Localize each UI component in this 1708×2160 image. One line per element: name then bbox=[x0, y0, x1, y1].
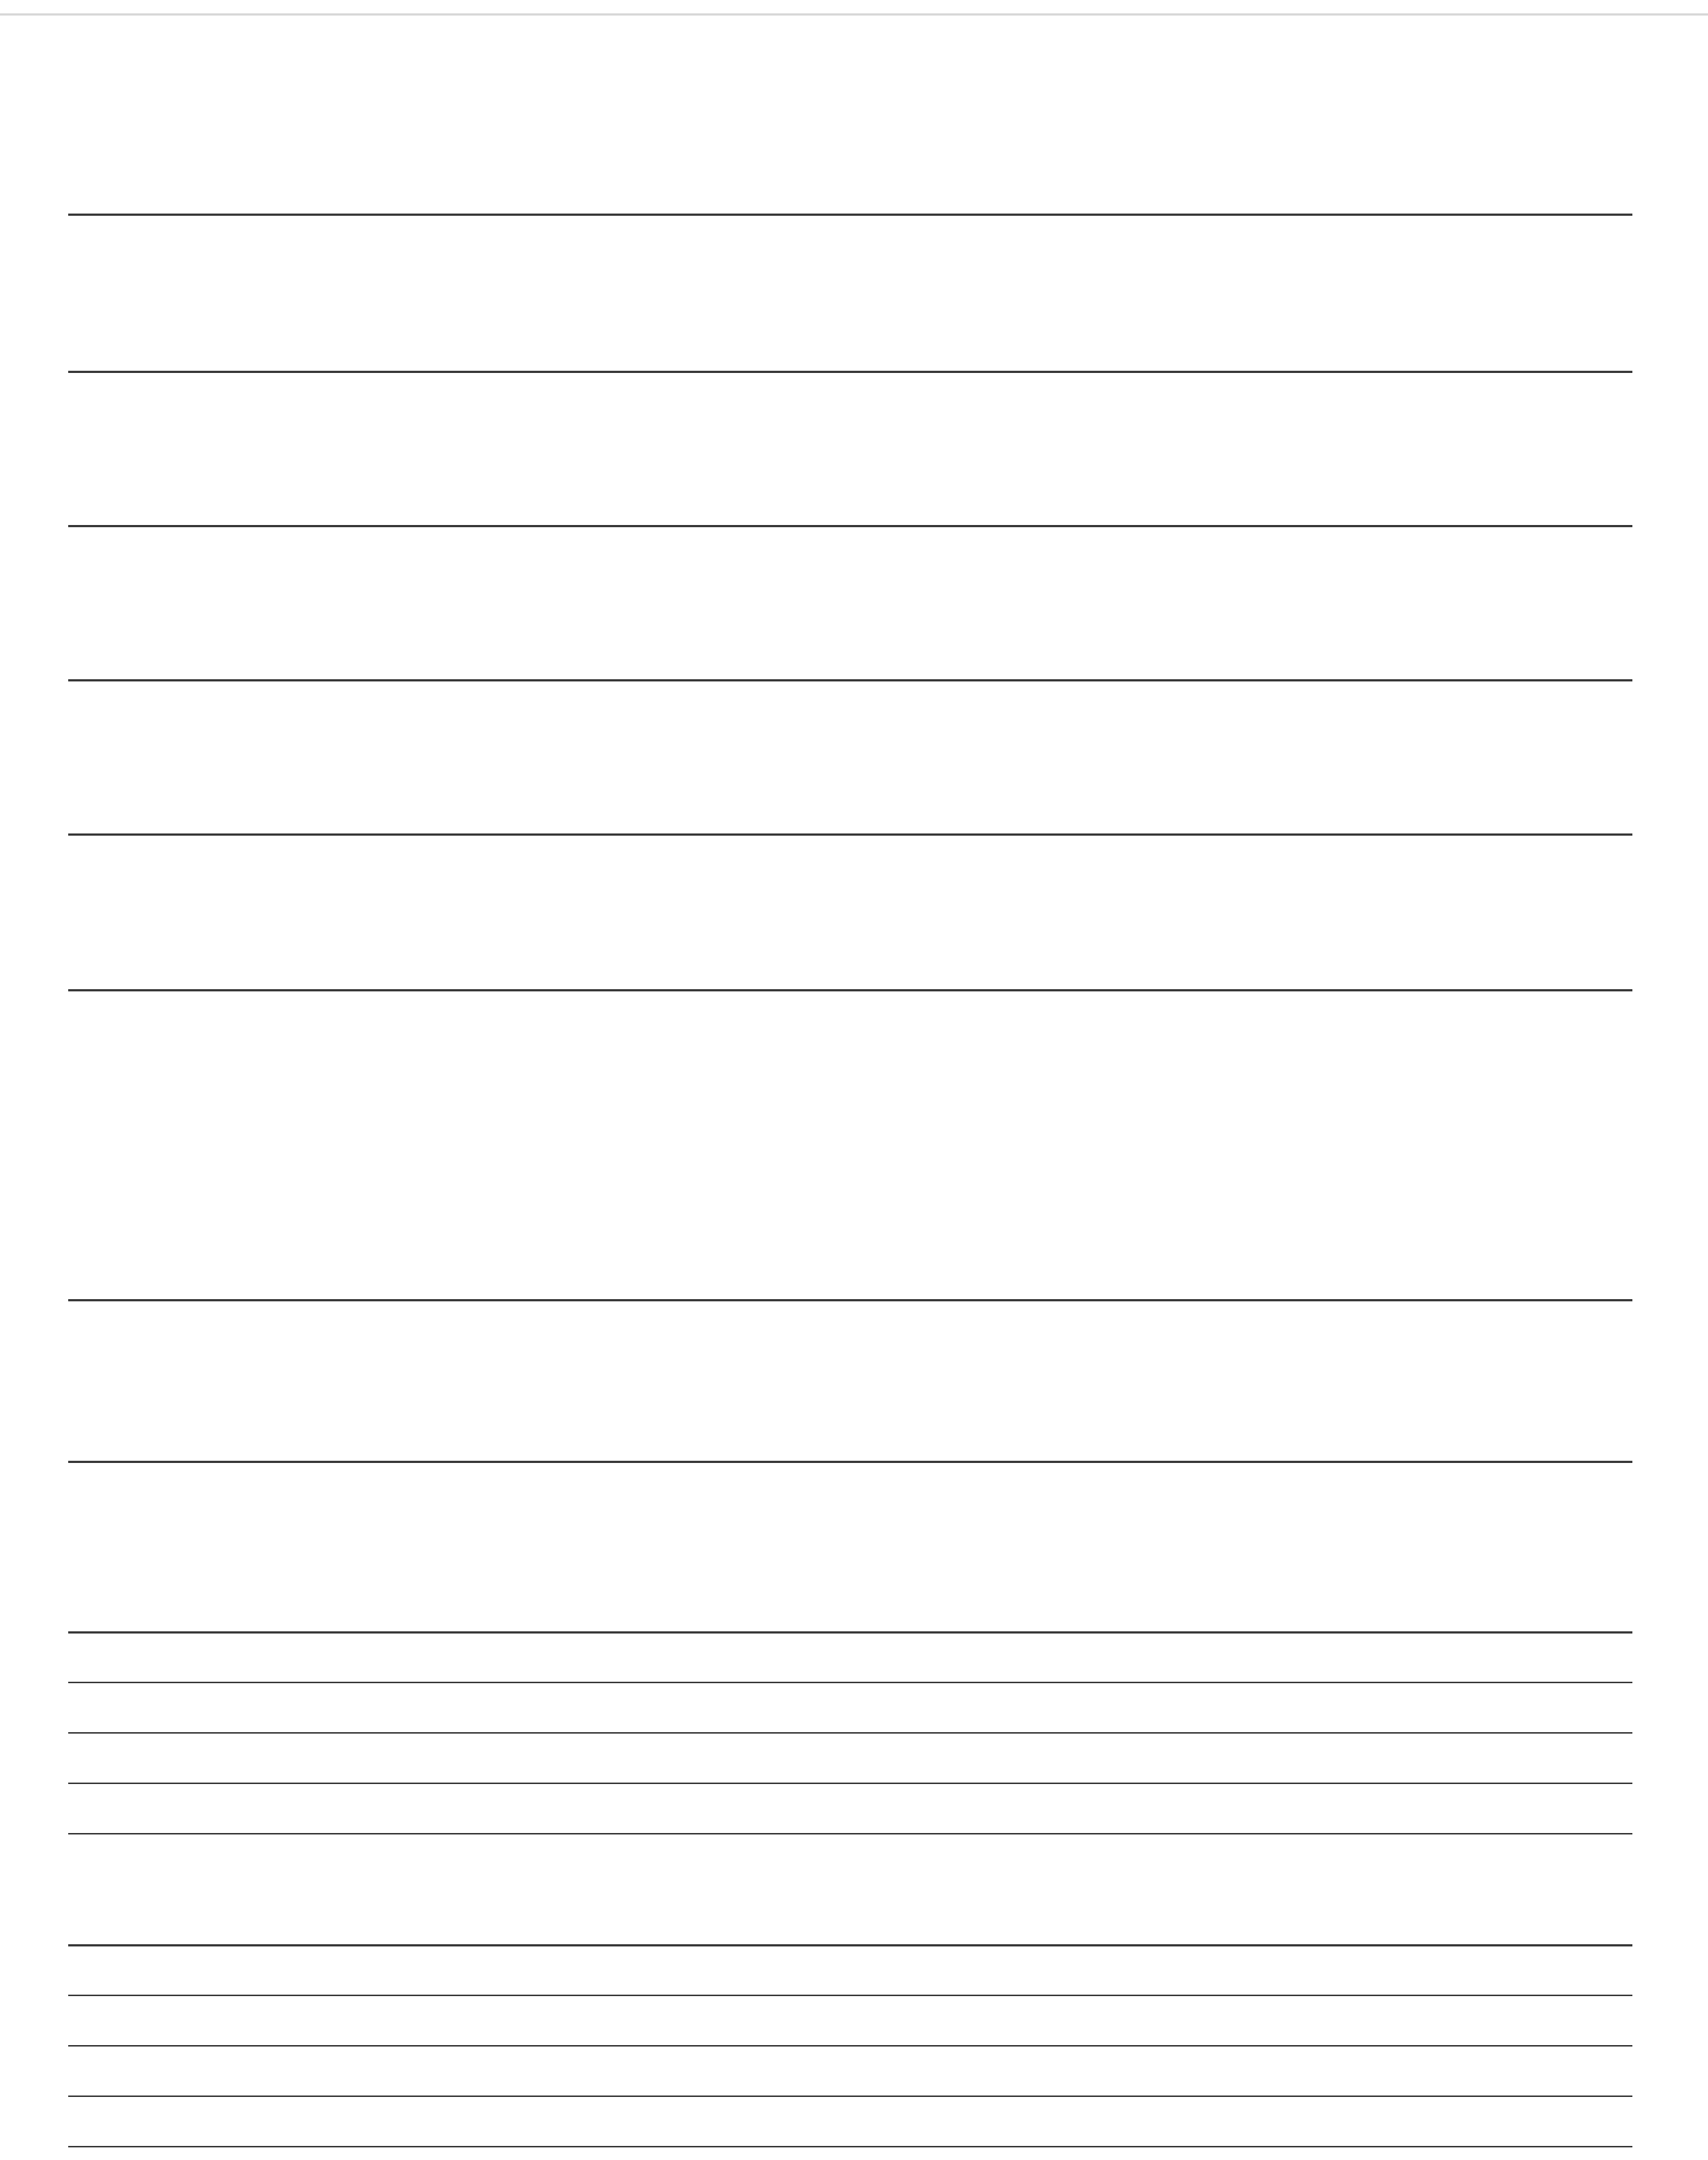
q9-line-1 bbox=[68, 1682, 1632, 1683]
q10-line-2 bbox=[68, 2045, 1632, 2047]
divider-q1 bbox=[68, 214, 1632, 216]
q9-line-0 bbox=[68, 1631, 1632, 1634]
divider-q3 bbox=[68, 525, 1632, 527]
q9-line-2 bbox=[68, 1732, 1632, 1734]
q9-line-4 bbox=[68, 1833, 1632, 1834]
divider-q4 bbox=[68, 679, 1632, 681]
q9-line-3 bbox=[68, 1783, 1632, 1784]
q10-line-3 bbox=[68, 2095, 1632, 2097]
divider-q2 bbox=[68, 371, 1632, 373]
q10-line-1 bbox=[68, 1995, 1632, 1996]
divider-q8 bbox=[68, 1461, 1632, 1463]
divider-q7 bbox=[68, 1299, 1632, 1301]
divider-q5 bbox=[68, 833, 1632, 836]
q10-line-4 bbox=[68, 2146, 1632, 2147]
q10-line-0 bbox=[68, 1944, 1632, 1946]
divider-q6 bbox=[68, 989, 1632, 991]
top-border bbox=[0, 13, 1708, 16]
